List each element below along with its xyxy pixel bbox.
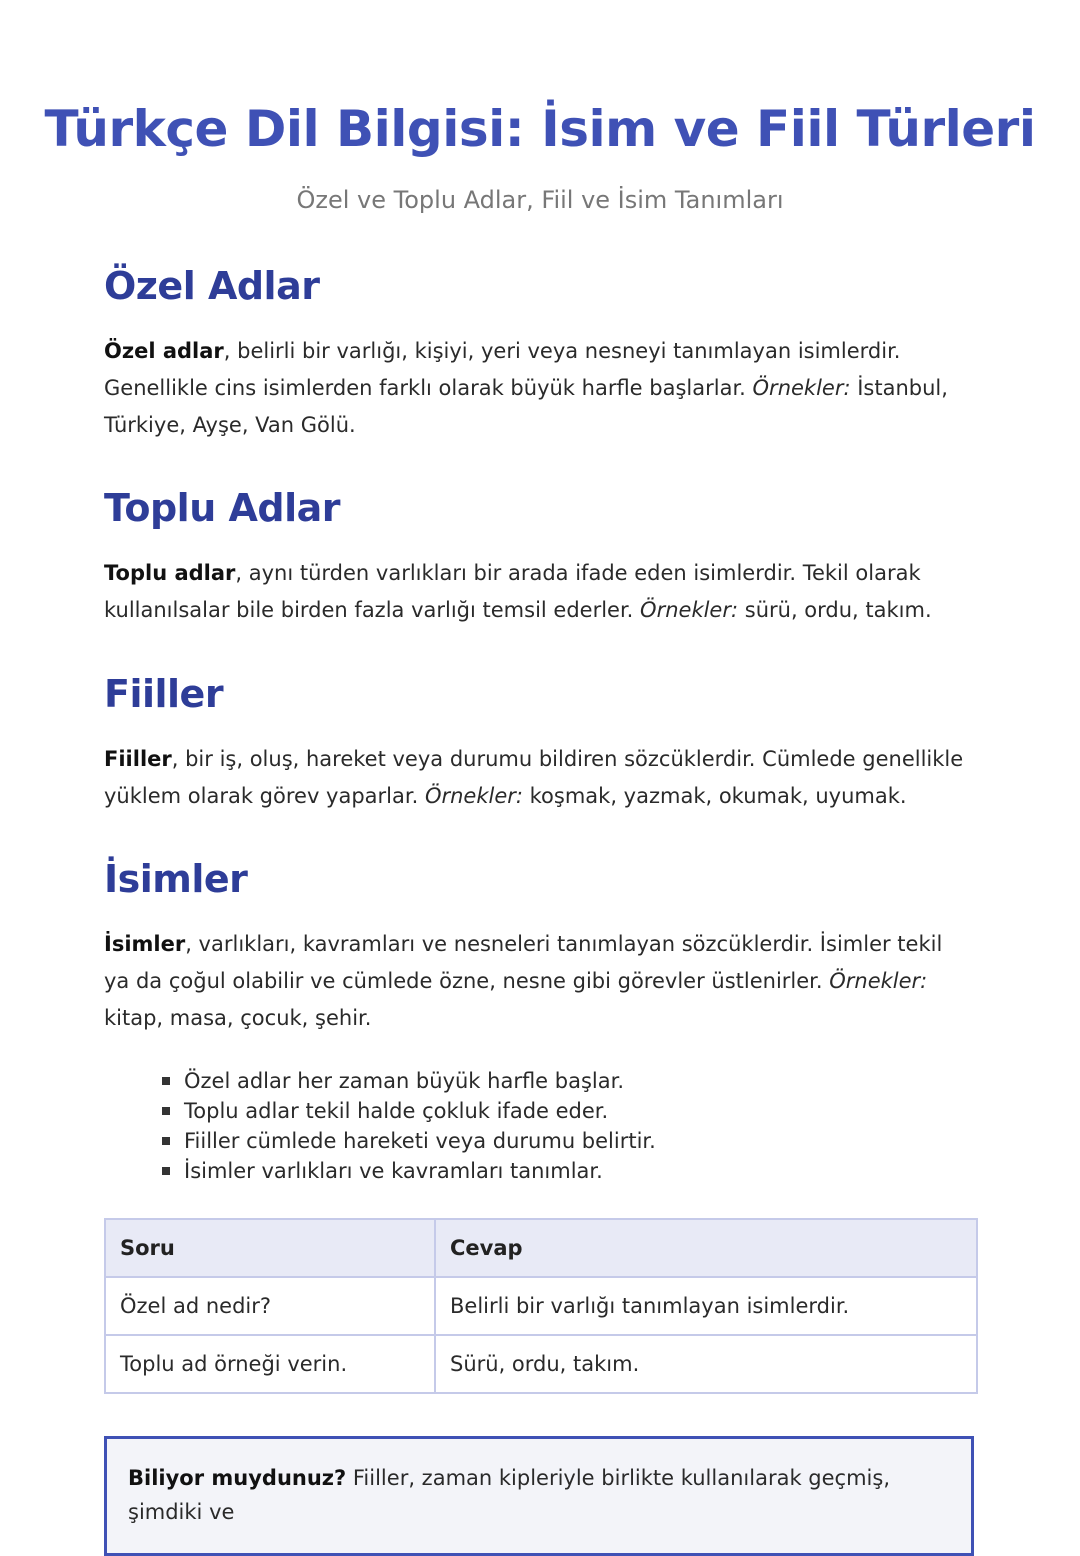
paragraph-text: , varlıkları, kavramları ve nesneleri tanımlayan sözcüklerdir. İsimler tekil ya da çoğul olabilir ve cümlede özne, nesne gibi görevler üstlenirler. <box>104 932 943 993</box>
examples-label: Örnekler: <box>424 784 523 808</box>
list-item: İsimler varlıkları ve kavramları tanımlar. <box>160 1156 656 1186</box>
examples-text: sürü, ordu, takım. <box>738 598 932 622</box>
table-cell: Özel ad nedir? <box>105 1277 435 1335</box>
examples-label: Örnekler: <box>829 969 928 993</box>
table-header-soru: Soru <box>105 1219 435 1277</box>
summary-list <box>160 1066 656 1186</box>
table-row <box>105 1277 977 1335</box>
paragraph-text: , belirli bir varlığı, kişiyi, yeri veya nesneyi tanımlayan isimlerdir. Genellikle cins isimlerden farklı olarak büyük harfle başlarlar. <box>104 339 901 400</box>
callout-text <box>128 1461 958 1529</box>
list-item: Toplu adlar tekil halde çokluk ifade eder. <box>160 1096 656 1126</box>
examples-text: kitap, masa, çocuk, şehir. <box>104 1006 372 1030</box>
table-header-row <box>105 1219 977 1277</box>
examples-text: İstanbul, Türkiye, Ayşe, Van Gölü. <box>104 376 948 437</box>
table-cell: Toplu ad örneği verin. <box>105 1335 435 1393</box>
table-cell: Sürü, ordu, takım. <box>435 1335 977 1393</box>
section-paragraph-toplu-adlar <box>104 555 974 629</box>
term-bold: Özel adlar <box>104 339 224 363</box>
section-paragraph-ozel-adlar <box>104 333 974 444</box>
page-subtitle: Özel ve Toplu Adlar, Fiil ve İsim Tanımları <box>296 186 784 214</box>
section-heading-isimler: İsimler <box>104 857 248 901</box>
term-bold: Toplu adlar <box>104 561 236 585</box>
section-paragraph-isimler <box>104 926 974 1037</box>
term-bold: İsimler <box>104 932 186 956</box>
examples-label: Örnekler: <box>640 598 739 622</box>
callout-label: Biliyor muydunuz? <box>128 1466 347 1490</box>
callout-body: Fiiller, zaman kipleriyle birlikte kullanılarak geçmiş, şimdiki ve <box>128 1466 890 1524</box>
paragraph-text: , bir iş, oluş, hareket veya durumu bildiren sözcüklerdir. Cümlede genellikle yüklem olarak görev yaparlar. <box>104 747 964 808</box>
did-you-know-callout <box>104 1436 974 1556</box>
page-title: Türkçe Dil Bilgisi: İsim ve Fiil Türleri <box>44 100 1036 158</box>
table-header-cevap: Cevap <box>435 1219 977 1277</box>
list-item: Fiiller cümlede hareketi veya durumu belirtir. <box>160 1126 656 1156</box>
section-heading-toplu-adlar: Toplu Adlar <box>104 486 341 530</box>
list-item: Özel adlar her zaman büyük harfle başlar. <box>160 1066 656 1096</box>
examples-label: Örnekler: <box>752 376 851 400</box>
table-row <box>105 1335 977 1393</box>
qa-table <box>104 1218 978 1394</box>
term-bold: Fiiller <box>104 747 172 771</box>
section-heading-ozel-adlar: Özel Adlar <box>104 264 320 308</box>
table-cell: Belirli bir varlığı tanımlayan isimlerdir. <box>435 1277 977 1335</box>
section-heading-fiiller: Fiiller <box>104 672 224 716</box>
section-paragraph-fiiller <box>104 741 974 815</box>
examples-text: koşmak, yazmak, okumak, uyumak. <box>522 784 907 808</box>
paragraph-text: , aynı türden varlıkları bir arada ifade eden isimlerdir. Tekil olarak kullanılsalar bile birden fazla varlığı temsil ederler. <box>104 561 921 622</box>
